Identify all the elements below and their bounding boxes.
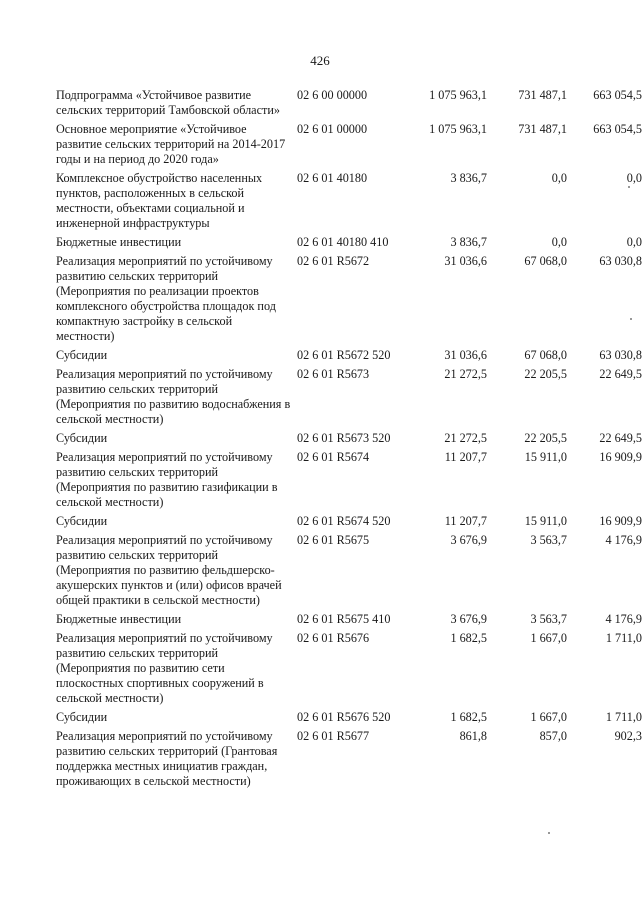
row-value-2: 3 563,7 bbox=[530, 533, 567, 547]
row-code: 02 6 01 R5676 bbox=[297, 631, 370, 645]
row-value-1: 21 272,5 bbox=[444, 431, 487, 445]
row-code: 02 6 01 R5675 bbox=[297, 533, 370, 547]
row-name: Субсидии bbox=[56, 514, 108, 528]
table-row bbox=[56, 235, 642, 250]
row-value-1: 21 272,5 bbox=[444, 367, 487, 381]
row-value-2: 857,0 bbox=[539, 729, 567, 743]
row-value-2: 0,0 bbox=[551, 171, 567, 185]
row-name: Субсидии bbox=[56, 431, 108, 445]
row-value-1: 861,8 bbox=[459, 729, 487, 743]
row-name: Комплексное обустройство населенных пунктов, расположенных в сельской местности, объектами социальной и инженерной инфраструктуры bbox=[56, 171, 263, 230]
page-number: 426 bbox=[310, 53, 330, 68]
row-value-2: 3 563,7 bbox=[530, 612, 567, 626]
row-value-1: 31 036,6 bbox=[444, 254, 487, 268]
row-name: Основное мероприятие «Устойчивое развитие сельских территорий на 2014-2017 годы и на период до 2020 года» bbox=[56, 122, 286, 166]
table-row bbox=[56, 450, 642, 510]
row-value-3: 4 176,9 bbox=[605, 612, 642, 626]
table-row bbox=[56, 348, 642, 363]
row-value-2: 0,0 bbox=[551, 235, 567, 249]
table-row bbox=[56, 533, 642, 608]
row-value-3: 1 711,0 bbox=[605, 710, 642, 724]
row-code: 02 6 01 40180 410 bbox=[297, 235, 389, 249]
row-code: 02 6 01 R5672 bbox=[297, 254, 370, 268]
row-code: 02 6 01 R5675 410 bbox=[297, 612, 391, 626]
row-name: Субсидии bbox=[56, 710, 108, 724]
table-row bbox=[56, 254, 642, 344]
row-value-1: 11 207,7 bbox=[444, 450, 487, 464]
row-name: Подпрограмма «Устойчивое развитие сельских территорий Тамбовской области» bbox=[56, 88, 280, 117]
row-value-3: 16 909,9 bbox=[599, 450, 642, 464]
table-row bbox=[56, 631, 642, 706]
table-row bbox=[56, 171, 642, 231]
table-row bbox=[56, 431, 642, 446]
table-row bbox=[56, 367, 642, 427]
row-name: Реализация мероприятий по устойчивому развитию сельских территорий (Мероприятия по развитию водоснабжения в сельской местности) bbox=[56, 367, 291, 426]
row-code: 02 6 01 R5672 520 bbox=[297, 348, 391, 362]
row-value-2: 1 667,0 bbox=[530, 710, 567, 724]
row-code: 02 6 01 R5673 bbox=[297, 367, 370, 381]
row-name: Реализация мероприятий по устойчивому развитию сельских территорий (Мероприятия по реализации проектов комплексного обустройства площадок под компактную застройку в сельской местности) bbox=[56, 254, 276, 343]
row-value-1: 1 075 963,1 bbox=[429, 88, 487, 102]
row-value-3: 0,0 bbox=[626, 235, 642, 249]
row-value-3: 0,0 bbox=[626, 171, 642, 185]
row-value-2: 731 487,1 bbox=[518, 88, 567, 102]
row-name: Бюджетные инвестиции bbox=[56, 612, 182, 626]
scan-speck bbox=[628, 186, 630, 188]
row-value-1: 31 036,6 bbox=[444, 348, 487, 362]
table-row bbox=[56, 122, 642, 167]
scan-speck bbox=[548, 832, 550, 834]
row-value-3: 22 649,5 bbox=[599, 431, 642, 445]
row-value-2: 731 487,1 bbox=[518, 122, 567, 136]
row-name: Реализация мероприятий по устойчивому развитию сельских территорий (Мероприятия по развитию сети плоскостных спортивных сооружений в сельской местности) bbox=[56, 631, 273, 705]
row-value-3: 1 711,0 bbox=[605, 631, 642, 645]
table-row bbox=[56, 710, 642, 725]
row-value-3: 902,3 bbox=[614, 729, 642, 743]
row-value-2: 67 068,0 bbox=[524, 348, 567, 362]
row-value-3: 22 649,5 bbox=[599, 367, 642, 381]
row-code: 02 6 01 R5674 520 bbox=[297, 514, 391, 528]
row-value-1: 3 836,7 bbox=[450, 235, 487, 249]
table-row bbox=[56, 612, 642, 627]
table-row bbox=[56, 514, 642, 529]
row-value-1: 1 682,5 bbox=[450, 710, 487, 724]
row-code: 02 6 01 R5673 520 bbox=[297, 431, 391, 445]
row-name: Бюджетные инвестиции bbox=[56, 235, 182, 249]
row-value-1: 1 682,5 bbox=[450, 631, 487, 645]
scan-speck bbox=[630, 318, 632, 320]
row-value-1: 3 676,9 bbox=[450, 612, 487, 626]
row-value-2: 15 911,0 bbox=[524, 450, 567, 464]
row-code: 02 6 00 00000 bbox=[297, 88, 368, 102]
row-name: Реализация мероприятий по устойчивому развитию сельских территорий (Мероприятия по развитию фельдшерско-акушерских пунктов и (или) офисов врачей общей практики в сельской местности) bbox=[56, 533, 282, 607]
row-value-1: 3 676,9 bbox=[450, 533, 487, 547]
row-value-3: 16 909,9 bbox=[599, 514, 642, 528]
row-code: 02 6 01 40180 bbox=[297, 171, 368, 185]
table-row bbox=[56, 729, 642, 789]
row-value-3: 4 176,9 bbox=[605, 533, 642, 547]
row-code: 02 6 01 00000 bbox=[297, 122, 368, 136]
row-value-3: 663 054,5 bbox=[593, 88, 642, 102]
row-value-3: 63 030,8 bbox=[599, 348, 642, 362]
row-value-2: 15 911,0 bbox=[524, 514, 567, 528]
row-code: 02 6 01 R5676 520 bbox=[297, 710, 391, 724]
row-value-2: 22 205,5 bbox=[524, 431, 567, 445]
row-name: Реализация мероприятий по устойчивому развитию сельских территорий (Мероприятия по развитию газификации в сельской местности) bbox=[56, 450, 278, 509]
row-value-2: 1 667,0 bbox=[530, 631, 567, 645]
row-value-1: 3 836,7 bbox=[450, 171, 487, 185]
row-value-3: 63 030,8 bbox=[599, 254, 642, 268]
row-value-1: 11 207,7 bbox=[444, 514, 487, 528]
row-code: 02 6 01 R5674 bbox=[297, 450, 370, 464]
row-name: Реализация мероприятий по устойчивому развитию сельских территорий (Грантовая поддержка местных инициатив граждан, проживающих в сельской местности) bbox=[56, 729, 278, 788]
row-value-2: 22 205,5 bbox=[524, 367, 567, 381]
budget-table bbox=[56, 88, 642, 793]
table-row bbox=[56, 88, 642, 118]
row-value-1: 1 075 963,1 bbox=[429, 122, 487, 136]
row-value-3: 663 054,5 bbox=[593, 122, 642, 136]
row-value-2: 67 068,0 bbox=[524, 254, 567, 268]
row-name: Субсидии bbox=[56, 348, 108, 362]
row-code: 02 6 01 R5677 bbox=[297, 729, 370, 743]
